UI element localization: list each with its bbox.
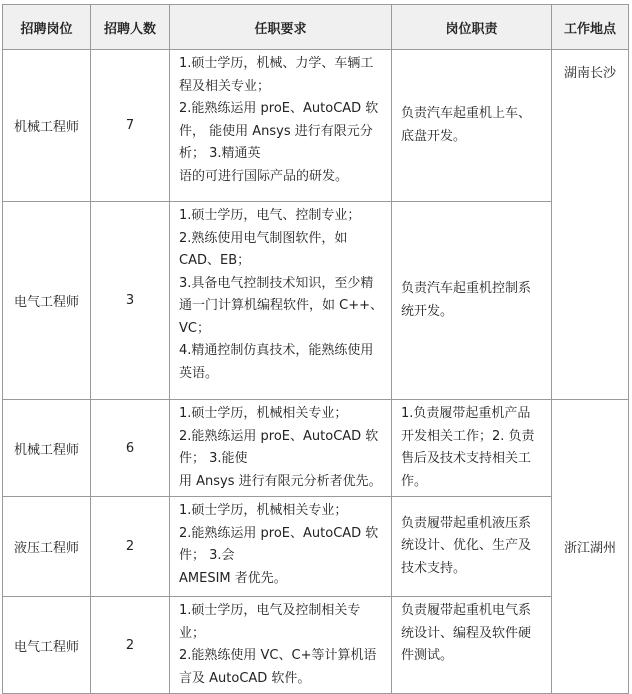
count-cell: 2 [91,597,170,694]
requirements-cell [170,497,392,597]
requirement-line: 件； 3.能使 [179,451,248,466]
requirement-line: CAD、EB； [179,253,251,268]
header-position: 招聘岗位 [3,5,91,50]
duty-line: 件测试。 [401,648,454,663]
requirement-line: 2.熟练使用电气制图软件，如 [179,230,348,246]
requirement-line: 1.硕士学历，电气、控制专业； [179,208,361,223]
position-cell: 液压工程师 [3,497,91,597]
requirement-line: 言及 AutoCAD 软件。 [179,670,311,686]
position-cell: 电气工程师 [3,597,91,694]
requirement-line: 4.精通控制仿真技术，能熟练使用 [179,343,374,358]
count-cell: 2 [91,497,170,597]
duty-line: 技术支持。 [401,560,467,576]
location-cell: 湖南长沙 [552,50,629,400]
duty-line: 负责履带起重机电气系 [401,603,532,618]
table-row [3,597,629,694]
requirements-cell [170,400,392,497]
requirements-cell [170,50,392,202]
table-row [3,50,629,202]
header-location: 工作地点 [552,5,629,50]
requirement-line: 2.能熟练运用 proE、AutoCAD 软 [179,101,379,116]
duty-line: 1.负责履带起重机产品 [401,406,531,421]
duties-cell [392,50,552,202]
requirement-line: VC； [179,320,210,336]
position-cell: 机械工程师 [3,50,91,202]
duty-line: 底盘开发。 [401,128,467,144]
duties-cell [392,597,552,694]
requirement-line: 2.能熟练运用 proE、AutoCAD 软 [179,525,379,541]
header-requirements: 任职要求 [170,5,392,50]
count-cell: 3 [91,202,170,400]
duties-cell [392,497,552,597]
table-row [3,400,629,497]
position-cell: 电气工程师 [3,202,91,400]
duty-line: 开发相关工作；2. 负责 [401,428,535,444]
requirement-line: 用 Ansys 进行有限元分析者优先。 [179,473,382,489]
duty-line: 统设计、优化、生产及 [401,538,532,554]
table-row [3,497,629,597]
requirement-line: 1.硕士学历，机械、力学、车辆工 [179,56,374,71]
requirement-line: 3.具备电气控制技术知识，至少精 [179,275,374,291]
requirements-cell [170,597,392,694]
duty-line: 负责汽车起重机控制系 [401,281,532,296]
duties-cell [392,202,552,400]
requirement-line: 2.能熟练使用 VC、C+等计算机语 [179,648,377,663]
requirement-line: 语的可进行国际产品的研发。 [179,168,349,184]
requirements-cell [170,202,392,400]
requirement-line: 通一门计算机编程软件，如 C++、 [179,298,383,313]
requirement-line: 1.硕士学历，机械相关专业； [179,406,348,421]
requirement-line: AMESIM 者优先。 [179,570,287,586]
requirement-line: 程及相关专业； [179,78,271,94]
requirement-line: 英语。 [179,365,219,381]
location-cell: 浙江湖州 [552,400,629,694]
header-count: 招聘人数 [91,5,170,50]
header-row [3,5,629,50]
position-cell: 机械工程师 [3,400,91,497]
duty-line: 负责履带起重机液压系 [401,515,532,531]
requirement-line: 1.硕士学历，电气及控制相关专业； [179,603,361,641]
duty-line: 负责汽车起重机上车、 [401,106,532,121]
requirement-line: 析； 3.精通英 [179,146,261,161]
requirement-line: 件， 能使用 Ansys 进行有限元分 [179,123,373,139]
header-duties: 岗位职责 [392,5,552,50]
requirement-line: 件； 3.会 [179,548,235,563]
recruitment-table [2,4,629,694]
duty-line: 统开发。 [401,303,454,319]
duty-line: 售后及技术支持相关工 [401,451,532,466]
duty-line: 作。 [401,473,428,489]
duty-line: 统设计、编程及软件硬 [401,625,532,641]
table-row [3,202,629,400]
duties-cell [392,400,552,497]
count-cell: 7 [91,50,170,202]
requirement-line: 1.硕士学历，机械相关专业； [179,503,348,518]
requirement-line: 2.能熟练运用 proE、AutoCAD 软 [179,428,379,444]
count-cell: 6 [91,400,170,497]
